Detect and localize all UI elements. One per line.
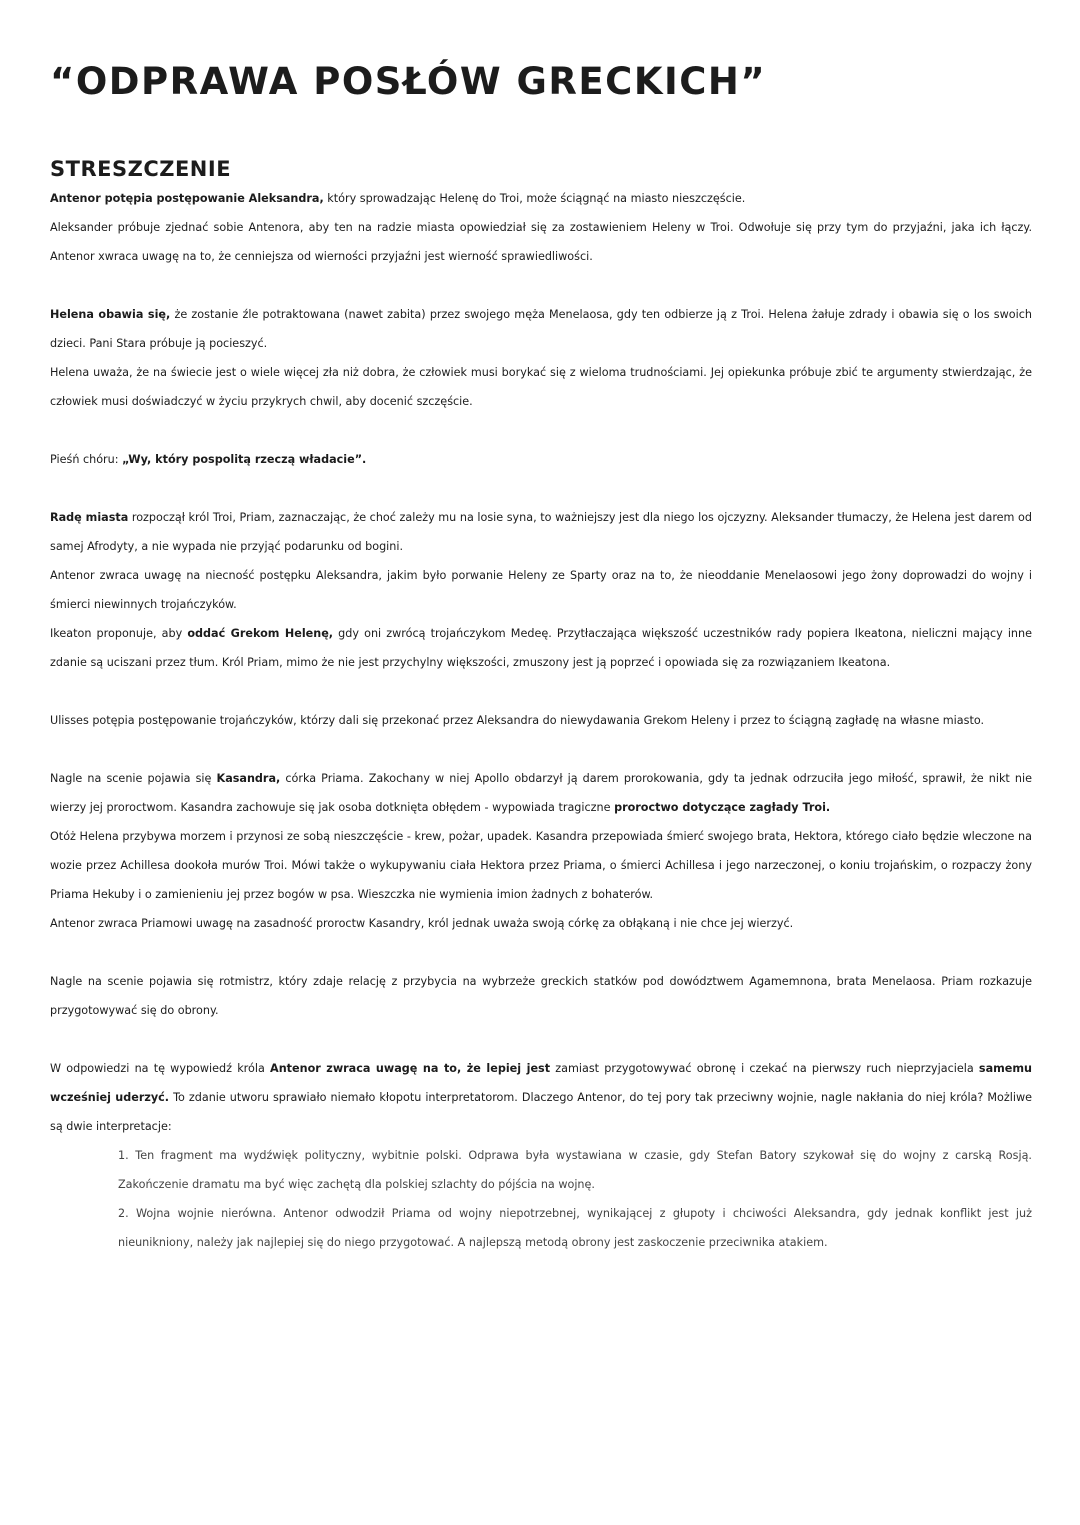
text-run: że zostanie źle potraktowana (nawet zabita) przez swojego męża Menelaosa, gdy ten odbierze ją z Troi. Helena żałuje zdrady i obawia się o los swoich dzieci. Pani Stara próbuje ją pocieszyć. <box>50 308 1032 350</box>
paragraph <box>50 822 1032 909</box>
text-run: Ikeaton proponuje, aby <box>50 627 188 640</box>
text-run: Ulisses potępia postępowanie trojańczyków, którzy dali się przekonać przez Aleksandra do niewydawania Grekom Heleny i przez to ściągną zagładę na własne miasto. <box>50 714 985 727</box>
bold-phrase: Kasandra, <box>216 772 281 785</box>
text-run: To zdanie utworu sprawiało niemało kłopotu interpretatorom. Dlaczego Antenor, do tej pory tak przeciwny wojnie, nagle nakłania do niej króla? Możliwe są dwie interpretacje: <box>50 1091 1032 1133</box>
bold-phrase: Antenor zwraca uwagę na to, że lepiej jest <box>270 1062 551 1075</box>
bold-phrase: proroctwo dotyczące zagłady Troi. <box>614 801 831 814</box>
text-run: Antenor zwraca uwagę na niecność postępku Aleksandra, jakim było porwanie Heleny ze Sparty oraz na to, że nieoddanie Menelaosowi jego żony doprowadzi do wojny i śmierci niewinnych trojańczyków. <box>50 569 1032 611</box>
text-run: Nagle na scenie pojawia się <box>50 772 217 785</box>
text-run: Otóż Helena przybywa morzem i przynosi ze sobą nieszczęście - krew, pożar, upadek. Kasandra przepowiada śmierć swojego brata, Hektora, którego ciało będzie wleczone na wozie przez Achillesa dookoła murów Troi. Mówi także o wykupywaniu ciała Hektora przez Priama, o śmierci Achillesa i jego narzeczonej, o koniu trojańskim, o rozpaczy żony Priama Hekuby i o zamienieniu jej przez bogów w psa. Wieszczka nie wymienia imion żadnych z bohaterów. <box>50 830 1032 901</box>
bold-phrase: Radę miasta <box>50 511 129 524</box>
paragraph <box>50 967 1032 1025</box>
bold-phrase: Antenor potępia postępowanie Aleksandra, <box>50 192 324 205</box>
bold-phrase: oddać Grekom Helenę, <box>187 627 334 640</box>
paragraph <box>50 358 1032 416</box>
text-run: Nagle na scenie pojawia się rotmistrz, który zdaje relację z przybycia na wybrzeże greckich statków pod dowództwem Agamemnona, brata Menelaosa. Priam rozkazuje przygotowywać się do obrony. <box>50 975 1032 1017</box>
paragraph <box>50 764 1032 822</box>
interpretation-list <box>50 1141 1032 1257</box>
text-run: Helena uważa, że na świecie jest o wiele więcej zła niż dobra, że człowiek musi borykać się z wieloma trudnościami. Jej opiekunka próbuje zbić te argumenty stwierdzając, że człowiek musi doświadczyć w życiu przykrych chwil, aby docenić szczęście. <box>50 366 1032 408</box>
text-run: Pieśń chóru: <box>50 453 123 466</box>
text-run: Aleksander próbuje zjednać sobie Antenora, aby ten na radzie miasta opowiedział się za zostawieniem Heleny w Troi. Odwołuje się przy tym do przyjaźni, jaka ich łączy. Antenor xwraca uwagę na to, że cenniejsza od wierności przyjaźni jest wierność sprawiedliwości. <box>50 221 1032 263</box>
text-run: gdy oni zwrócą trojańczykom Medeę. Przytłaczająca większość uczestników rady popiera Ikeatona, nieliczni mający inne zdanie są uciszani przez tłum. Król Priam, mimo że nie jest przychylny większości, zmuszony jest ją poprzeć i opowiada się za rozwiązaniem Ikeatona. <box>50 627 1032 669</box>
paragraph <box>50 706 1032 735</box>
paragraph <box>50 300 1032 358</box>
bold-phrase: „Wy, który pospolitą rzeczą władacie”. <box>122 453 367 466</box>
text-run: córka Priama. Zakochany w niej Apollo obdarzył ją darem prorokowania, gdy ta jednak odrzuciła jego miłość, sprawił, że nikt nie wierzy jej proroctwom. Kasandra zachowuje się jak osoba dotknięta obłędem - wypowiada tragiczne <box>50 772 1032 814</box>
text-run: który sprowadzając Helenę do Troi, może ściągnąć na miasto nieszczęście. <box>323 192 746 205</box>
text-run: zamiast przygotowywać obronę i czekać na pierwszy ruch nieprzyjaciela <box>550 1062 979 1075</box>
text-run: Antenor zwraca Priamowi uwagę na zasadność proroctw Kasandry, król jednak uważa swoją córkę za obłąkaną i nie chce jej wierzyć. <box>50 917 794 930</box>
paragraph <box>50 445 1032 474</box>
text-run: rozpoczął król Troi, Priam, zaznaczając, że choć zależy mu na losie syna, to ważniejszy jest dla niego los ojczyzny. Aleksander tłumaczy, że Helena jest darem od samej Afrodyty, a nie wypada nie przyjąć podarunku od bogini. <box>50 511 1032 553</box>
bold-phrase: Helena obawia się, <box>50 308 171 321</box>
bold-phrase: samemu wcześniej uderzyć. <box>50 1062 1032 1104</box>
paragraph <box>50 561 1032 619</box>
paragraph <box>50 184 1032 213</box>
section-title: STRESZCZENIE <box>50 157 232 181</box>
document-title: “ODPRAWA POSŁÓW GRECKICH” <box>50 60 767 103</box>
paragraph <box>50 619 1032 677</box>
interpretation-item: 1. Ten fragment ma wydźwięk polityczny, wybitnie polski. Odprawa była wystawiana w czasie, gdy Stefan Batory szykował się do wojny z carską Rosją. Zakończenie dramatu ma być więc zachętą dla polskiej szlachty do pójścia na wojnę. <box>118 1149 1032 1191</box>
interpretation-item: 2. Wojna wojnie nierówna. Antenor odwodził Priama od wojny niepotrzebnej, wynikającej z głupoty i chciwości Aleksandra, gdy jednak konflikt jest już nieunikniony, należy jak najlepiej się do niego przygotować. A najlepszą metodą obrony jest zaskoczenie przeciwnika atakiem. <box>118 1207 1032 1249</box>
paragraph <box>50 213 1032 271</box>
paragraph <box>50 503 1032 561</box>
paragraph <box>50 909 1032 938</box>
document-body <box>50 184 1032 1141</box>
paragraph <box>50 1054 1032 1141</box>
text-run: W odpowiedzi na tę wypowiedź króla <box>50 1062 271 1075</box>
